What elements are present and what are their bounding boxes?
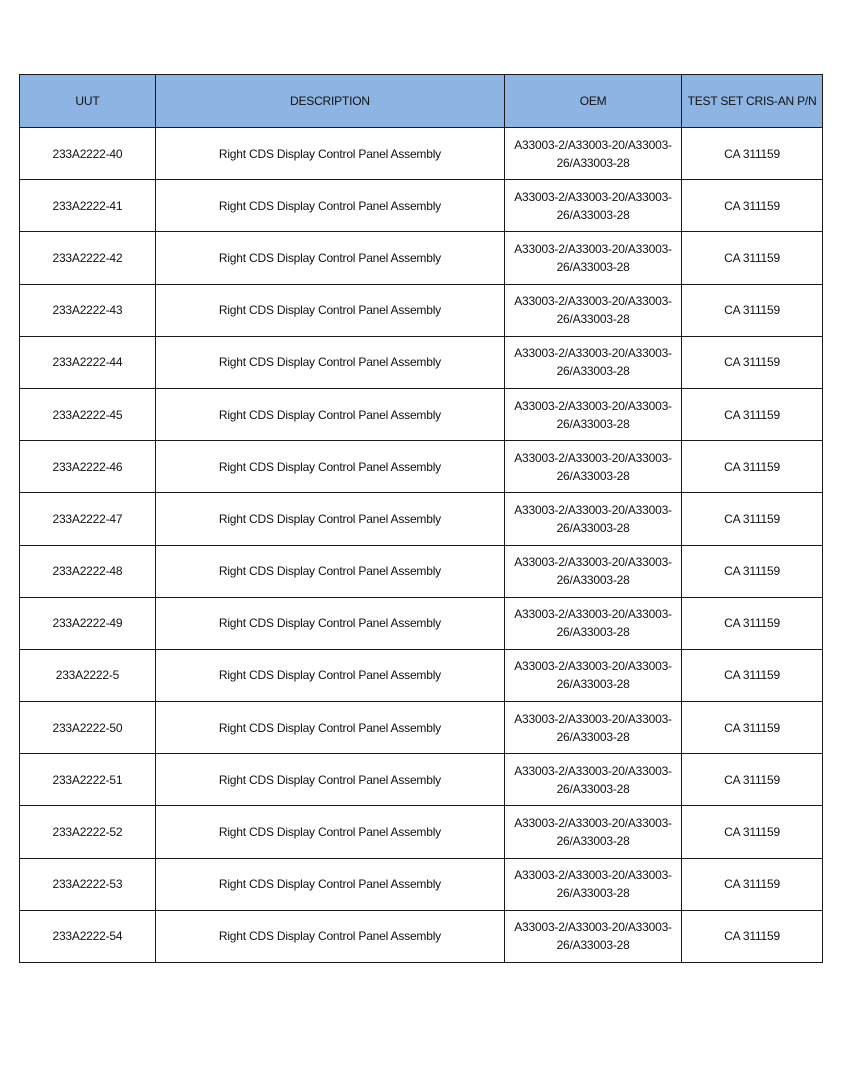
header-oem: OEM [505, 75, 682, 128]
table-row [20, 702, 823, 754]
description-cell: Right CDS Display Control Panel Assembly [155, 649, 504, 701]
description-cell: Right CDS Display Control Panel Assembly [155, 910, 504, 962]
uut-cell: 233A2222-50 [20, 702, 156, 754]
table-row [20, 858, 823, 910]
oem-text: A33003-2/A33003-20/A33003-26/A33003-28 [514, 346, 672, 379]
oem-cell [505, 232, 682, 284]
uut-cell: 233A2222-41 [20, 180, 156, 232]
description-cell: Right CDS Display Control Panel Assembly [155, 388, 504, 440]
test-set-cell: CA 311159 [682, 858, 823, 910]
description-cell: Right CDS Display Control Panel Assembly [155, 754, 504, 806]
oem-text: A33003-2/A33003-20/A33003-26/A33003-28 [514, 294, 672, 327]
oem-cell [505, 806, 682, 858]
description-cell: Right CDS Display Control Panel Assembly [155, 336, 504, 388]
test-set-cell: CA 311159 [682, 336, 823, 388]
description-cell: Right CDS Display Control Panel Assembly [155, 493, 504, 545]
oem-cell [505, 702, 682, 754]
test-set-cell: CA 311159 [682, 284, 823, 336]
oem-text: A33003-2/A33003-20/A33003-26/A33003-28 [514, 659, 672, 692]
test-set-cell: CA 311159 [682, 388, 823, 440]
oem-cell [505, 649, 682, 701]
test-set-cell: CA 311159 [682, 910, 823, 962]
test-set-cell: CA 311159 [682, 493, 823, 545]
oem-cell [505, 545, 682, 597]
table-row [20, 441, 823, 493]
oem-text: A33003-2/A33003-20/A33003-26/A33003-28 [514, 189, 672, 222]
header-uut: UUT [20, 75, 156, 128]
uut-cell: 233A2222-54 [20, 910, 156, 962]
oem-cell [505, 597, 682, 649]
oem-text: A33003-2/A33003-20/A33003-26/A33003-28 [514, 711, 672, 744]
oem-text: A33003-2/A33003-20/A33003-26/A33003-28 [514, 816, 672, 849]
uut-cell: 233A2222-43 [20, 284, 156, 336]
test-set-cell: CA 311159 [682, 128, 823, 180]
description-cell: Right CDS Display Control Panel Assembly [155, 702, 504, 754]
table-row [20, 493, 823, 545]
oem-text: A33003-2/A33003-20/A33003-26/A33003-28 [514, 555, 672, 588]
table-row [20, 284, 823, 336]
oem-cell [505, 336, 682, 388]
description-cell: Right CDS Display Control Panel Assembly [155, 597, 504, 649]
uut-cell: 233A2222-42 [20, 232, 156, 284]
test-set-cell: CA 311159 [682, 180, 823, 232]
oem-cell [505, 388, 682, 440]
oem-cell [505, 284, 682, 336]
uut-cell: 233A2222-49 [20, 597, 156, 649]
parts-table-container [19, 74, 823, 963]
uut-cell: 233A2222-46 [20, 441, 156, 493]
test-set-cell: CA 311159 [682, 702, 823, 754]
test-set-cell: CA 311159 [682, 545, 823, 597]
oem-cell [505, 493, 682, 545]
uut-cell: 233A2222-47 [20, 493, 156, 545]
test-set-cell: CA 311159 [682, 754, 823, 806]
uut-cell: 233A2222-5 [20, 649, 156, 701]
parts-table [19, 74, 823, 963]
oem-text: A33003-2/A33003-20/A33003-26/A33003-28 [514, 450, 672, 483]
oem-text: A33003-2/A33003-20/A33003-26/A33003-28 [514, 920, 672, 953]
description-cell: Right CDS Display Control Panel Assembly [155, 180, 504, 232]
oem-text: A33003-2/A33003-20/A33003-26/A33003-28 [514, 137, 672, 170]
uut-cell: 233A2222-44 [20, 336, 156, 388]
oem-cell [505, 858, 682, 910]
uut-cell: 233A2222-53 [20, 858, 156, 910]
oem-text: A33003-2/A33003-20/A33003-26/A33003-28 [514, 398, 672, 431]
oem-cell [505, 910, 682, 962]
table-row [20, 649, 823, 701]
table-row [20, 128, 823, 180]
description-cell: Right CDS Display Control Panel Assembly [155, 545, 504, 597]
oem-cell [505, 441, 682, 493]
table-row [20, 388, 823, 440]
test-set-cell: CA 311159 [682, 441, 823, 493]
uut-cell: 233A2222-45 [20, 388, 156, 440]
test-set-cell: CA 311159 [682, 597, 823, 649]
test-set-cell: CA 311159 [682, 649, 823, 701]
uut-cell: 233A2222-51 [20, 754, 156, 806]
oem-cell [505, 180, 682, 232]
table-body [20, 128, 823, 963]
table-header-row [20, 75, 823, 128]
description-cell: Right CDS Display Control Panel Assembly [155, 284, 504, 336]
table-row [20, 545, 823, 597]
description-cell: Right CDS Display Control Panel Assembly [155, 128, 504, 180]
table-row [20, 180, 823, 232]
oem-text: A33003-2/A33003-20/A33003-26/A33003-28 [514, 241, 672, 274]
description-cell: Right CDS Display Control Panel Assembly [155, 806, 504, 858]
oem-text: A33003-2/A33003-20/A33003-26/A33003-28 [514, 868, 672, 901]
oem-text: A33003-2/A33003-20/A33003-26/A33003-28 [514, 607, 672, 640]
uut-cell: 233A2222-48 [20, 545, 156, 597]
table-row [20, 232, 823, 284]
table-row [20, 597, 823, 649]
header-test-set: TEST SET CRIS-AN P/N [682, 75, 823, 128]
test-set-cell: CA 311159 [682, 806, 823, 858]
description-cell: Right CDS Display Control Panel Assembly [155, 858, 504, 910]
oem-cell [505, 128, 682, 180]
oem-cell [505, 754, 682, 806]
table-row [20, 336, 823, 388]
table-row [20, 754, 823, 806]
description-cell: Right CDS Display Control Panel Assembly [155, 441, 504, 493]
uut-cell: 233A2222-40 [20, 128, 156, 180]
table-row [20, 910, 823, 962]
oem-text: A33003-2/A33003-20/A33003-26/A33003-28 [514, 763, 672, 796]
oem-text: A33003-2/A33003-20/A33003-26/A33003-28 [514, 502, 672, 535]
test-set-cell: CA 311159 [682, 232, 823, 284]
table-row [20, 806, 823, 858]
header-description: DESCRIPTION [155, 75, 504, 128]
description-cell: Right CDS Display Control Panel Assembly [155, 232, 504, 284]
uut-cell: 233A2222-52 [20, 806, 156, 858]
